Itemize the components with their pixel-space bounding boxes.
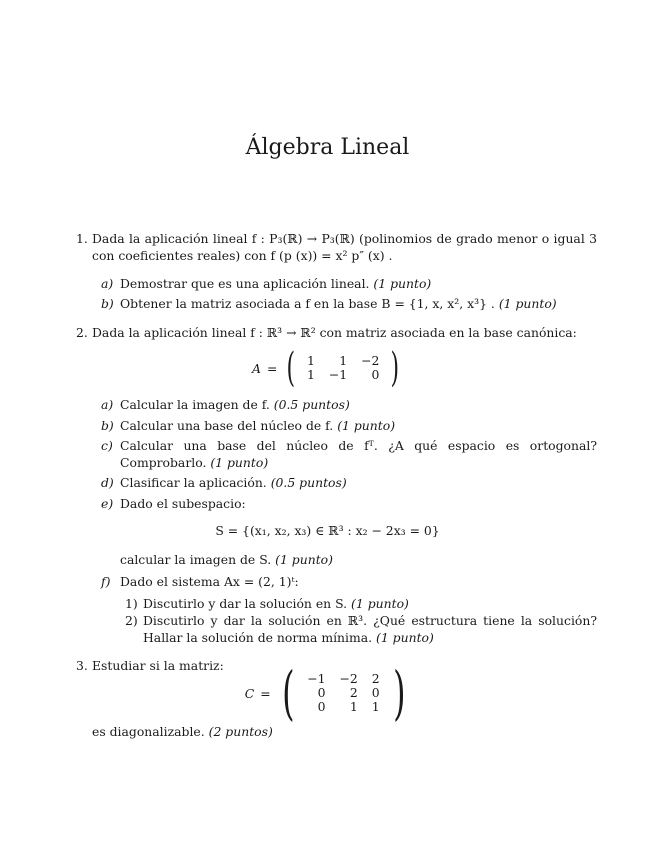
matrix-C-name: C xyxy=(244,685,255,701)
left-paren: ( xyxy=(286,345,296,391)
matrix-cell: 1 xyxy=(349,699,358,714)
problem-1b-text: Obtener la matriz asociada a f en la base B = {1, x, x², x³} . xyxy=(120,296,495,311)
problem-2a xyxy=(120,396,600,413)
matrix-C-row xyxy=(300,672,386,686)
problem-2d xyxy=(120,474,600,491)
matrix-cell: 1 xyxy=(306,367,315,382)
problem-2e-label: e) xyxy=(101,496,114,511)
problem-2d-points: (0.5 puntos) xyxy=(270,475,347,490)
matrix-C xyxy=(277,659,411,727)
problem-3-points: (2 puntos) xyxy=(208,724,273,739)
right-paren: ) xyxy=(390,345,400,391)
problem-2f-label: f) xyxy=(101,574,111,589)
problem-2c-label: c) xyxy=(101,438,113,453)
problem-2f1-label: 1) xyxy=(125,596,138,611)
problem-1-number: 1. xyxy=(76,231,88,246)
matrix-A-table xyxy=(300,354,386,382)
matrix-A-equation xyxy=(0,345,655,391)
problem-2-statement: Dada la aplicación lineal f : ℝ³ → ℝ² con matriz asociada en la base canónica: xyxy=(92,325,577,340)
problem-2c-points: (1 punto) xyxy=(210,455,269,470)
problem-1a-text: Demostrar que es una aplicación lineal. xyxy=(120,276,370,291)
problem-2a-points: (0.5 puntos) xyxy=(273,397,350,412)
page-title: Álgebra Lineal xyxy=(245,135,410,160)
problem-2e-text: Dado el subespacio: xyxy=(120,496,246,511)
matrix-A-row xyxy=(300,368,386,382)
problem-3-number: 3. xyxy=(76,658,88,673)
problem-2f1-points: (1 punto) xyxy=(351,596,409,611)
matrix-A-equals: = xyxy=(266,360,278,376)
problem-2a-text: Calcular la imagen de f. xyxy=(120,397,270,412)
matrix-C-equation xyxy=(0,659,655,727)
problem-2c xyxy=(120,437,597,471)
problem-1b-points: (1 punto) xyxy=(498,296,557,311)
matrix-C-equals: = xyxy=(260,685,271,701)
matrix-C-row xyxy=(300,700,386,714)
matrix-A-name: A xyxy=(252,360,261,376)
problem-2a-label: a) xyxy=(101,397,114,412)
problem-1b-label: b) xyxy=(101,296,114,311)
matrix-cell: 2 xyxy=(349,685,358,700)
matrix-cell: −1 xyxy=(307,671,326,686)
problem-3-continuation xyxy=(92,723,597,740)
left-paren: ( xyxy=(281,659,295,727)
matrix-cell: 1 xyxy=(371,699,380,714)
matrix-cell: −2 xyxy=(361,353,380,368)
problem-2d-text: Clasificar la aplicación. xyxy=(120,475,267,490)
problem-2e-after-text: calcular la imagen de S. xyxy=(120,552,272,567)
problem-2f1-text: Discutirlo y dar la solución en S. xyxy=(143,596,348,611)
right-paren: ) xyxy=(392,659,406,727)
problem-2f2-text: Discutirlo y dar la solución en ℝ³. ¿Qué estructura tiene la solución? Hallar la solución de norma mínima. xyxy=(143,613,597,645)
problem-2b-points: (1 punto) xyxy=(337,418,396,433)
problem-1a-label: a) xyxy=(101,276,114,291)
matrix-cell: −2 xyxy=(339,671,358,686)
matrix-cell: 0 xyxy=(317,685,326,700)
problem-2e-continuation xyxy=(120,551,600,568)
problem-2f2-label: 2) xyxy=(125,613,138,628)
problem-1a xyxy=(120,275,600,292)
matrix-cell: 1 xyxy=(306,353,315,368)
problem-3-statement: Estudiar si la matriz: xyxy=(92,658,224,673)
matrix-cell: 0 xyxy=(371,685,380,700)
subspace-S-definition: S = {(x₁, x₂, x₃) ∈ ℝ³ : x₂ − 2x₃ = 0} xyxy=(215,523,440,538)
problem-3-after-text: es diagonalizable. xyxy=(92,724,205,739)
problem-2-number: 2. xyxy=(76,325,88,340)
problem-2b xyxy=(120,417,600,434)
matrix-cell: 0 xyxy=(317,699,326,714)
problem-2e-points: (1 punto) xyxy=(275,552,333,567)
matrix-A xyxy=(283,345,403,391)
matrix-cell: 2 xyxy=(371,671,380,686)
problem-2f2-points: (1 punto) xyxy=(376,630,434,645)
matrix-cell: −1 xyxy=(328,367,348,382)
problem-2c-text: Calcular una base del núcleo de fᵀ. ¿A qué espacio es ortogonal? Comprobarlo. xyxy=(120,438,597,470)
matrix-C-row xyxy=(300,686,386,700)
matrix-cell: 0 xyxy=(371,367,380,382)
matrix-A-row xyxy=(300,354,386,368)
problem-2b-label: b) xyxy=(101,418,114,433)
problem-2f2 xyxy=(143,612,597,646)
problem-2f1 xyxy=(143,595,598,612)
problem-2f-text: Dado el sistema Ax = (2, 1)ᵗ: xyxy=(120,574,299,589)
matrix-cell: 1 xyxy=(339,353,348,368)
problem-1-statement: Dada la aplicación lineal f : P₃(ℝ) → P₃(ℝ) (polinomios de grado menor o igual 3 con coeficientes reales) con f (p (x)) = x² p″ (x) . xyxy=(92,231,597,263)
matrix-C-table xyxy=(300,672,386,714)
problem-1b xyxy=(120,295,600,312)
problem-2d-label: d) xyxy=(101,475,114,490)
problem-2b-text: Calcular una base del núcleo de f. xyxy=(120,418,334,433)
problem-1a-points: (1 punto) xyxy=(373,276,432,291)
